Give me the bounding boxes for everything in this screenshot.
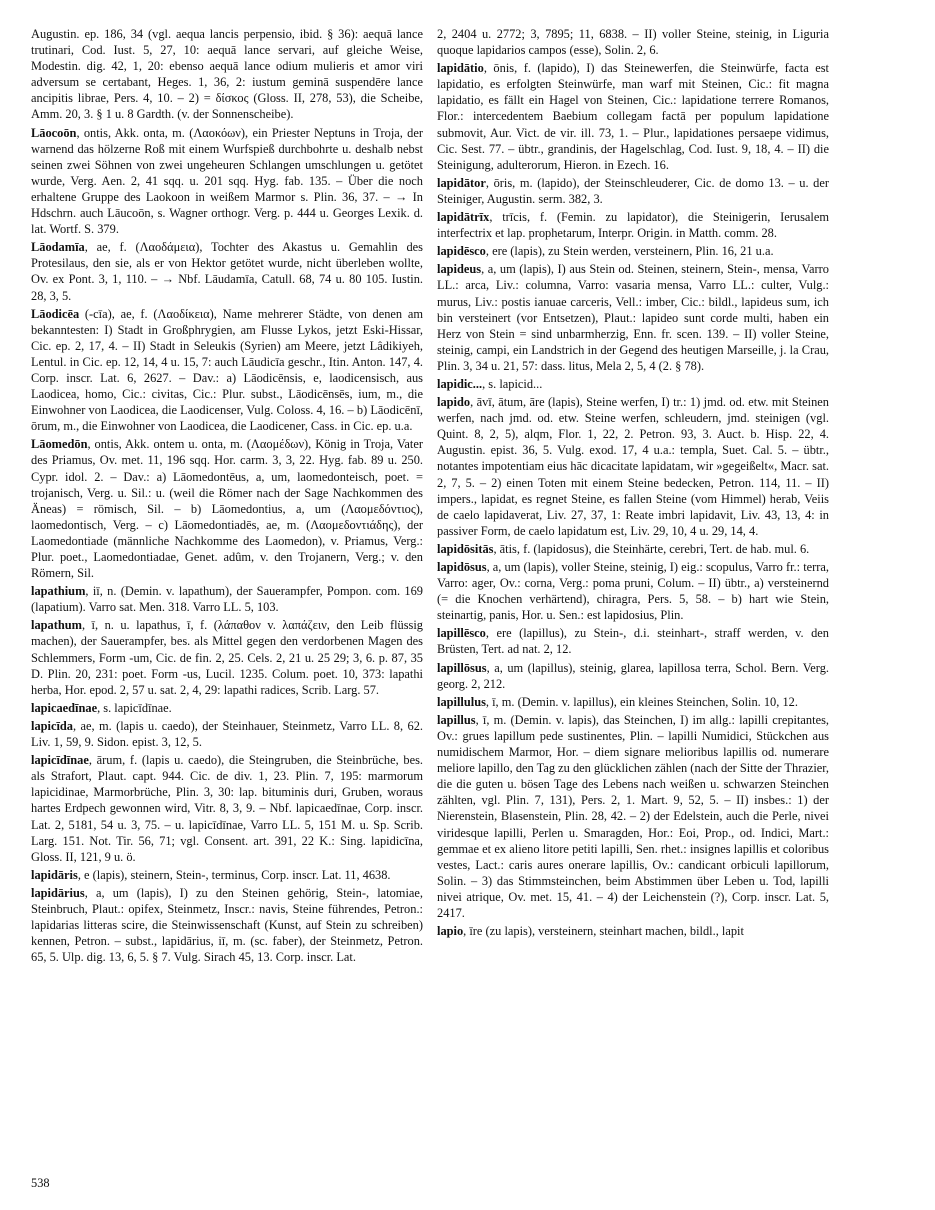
entry-text: , ere (lapis), zu Stein werden, versteinern, Plin. 16, 21 u.a. bbox=[485, 244, 774, 259]
entry-text: , ātis, f. (lapidosus), die Steinhärte, cerebri, Tert. de hab. mul. 6. bbox=[493, 541, 810, 556]
entry-text: Augustin. ep. 186, 34 (vgl. aequa lancis perpensio, ibid. § 36): aequā lance trutinari, Cod. Iust. 5, 27, 10: aequā lance servari, auf gleiche Weise, Modestin. dig. 42, 1, 20: ebenso aequā lance odium mulieris et amor viri adversum se certabant, Heges. 1, 36, 2: iustum geminā suspendēre lance ancipitis librae, Pers. 4, 10. – 2) = δίσκος (Gloss. II, 278, 53), die Scheibe, Amm. 20, 3. § 1 u. 8 Gardth. (v. der Sonnenscheibe). bbox=[31, 27, 423, 122]
entry-headword: lapidātio bbox=[437, 61, 484, 76]
entry-headword: lapillus bbox=[437, 712, 476, 727]
entry-text: , ārum, f. (lapis u. caedo), die Steingruben, die Steinbrüche, bes. als Strafort, Plaut. capt. 944. Cic. de div. 1, 23. Plin. 7, 195: marmorum lapicidinae, Marmorbrüche, Plin. 3, 30: lap. bituminis duri, Gruben, woraus hartes Erdpech gewonnen wird, Vitr. 8, 3, 9. – Nbf. lapicaedīnae, Corp. inscr. Lat. 2, 5181, 54 u. 3, 75. – u. lapicīdīnae, Varro LL. 5, 151 M. u. Sp. Scrib. Larg. 151. Not. Tir. 56, 71; vgl. Consent. art. 391, 22 K.: Sing. lapidicīna, Gloss. II, 121, 9 u. ö. bbox=[31, 753, 423, 864]
dictionary-entry bbox=[437, 175, 829, 207]
dictionary-entry bbox=[437, 394, 829, 539]
dictionary-entry bbox=[31, 239, 423, 303]
entry-headword: Lāocoōn bbox=[31, 125, 77, 140]
dictionary-entry bbox=[437, 376, 829, 392]
entry-headword: Lāodamīa bbox=[31, 240, 85, 255]
right-column bbox=[437, 26, 829, 1176]
entry-headword: lapillēsco bbox=[437, 626, 486, 641]
entry-headword: lapicīdīnae bbox=[31, 753, 89, 768]
entry-headword: lapidēsco bbox=[437, 244, 486, 259]
entry-headword: lapidōsitās bbox=[437, 541, 494, 556]
entry-text: , ae, m. (lapis u. caedo), der Steinhauer, Steinmetz, Varro LL. 8, 62. Liv. 1, 59, 9. Sidon. epist. 3, 12, 5. bbox=[31, 718, 423, 750]
entry-headword: lapidāris bbox=[31, 867, 78, 882]
entry-text: , ōnis, f. (lapido), I) das Steinewerfen, die Steinwürfe, facta est lapidatio, es erfolgten Steinwürfe, man warf mit Steinen, Cic.: fit magna lapidatio, es fällt ein Hagel von Steinen, Cic.: lapidatione terrere Romanos, Flor.: intercedentem Baebium collegam factā per populum lapidatione submovit, Aur. Vict. de vir. ill. 73, 1. – Plur., lapidationes persaepe vidimus, Cic. Sest. 77. – übtr., grandinis, der Hagelschlag, Cod. Iust. 9, 18, 4. – II) die Steinigung, adulterorum, Hieron. in Ezech. 16. bbox=[437, 61, 829, 172]
dictionary-entry bbox=[437, 26, 829, 58]
entry-text: (-cīa), ae, f. (Λαοδίκεια), Name mehrerer Städte, von denen am bekanntesten: I) Stadt in Großphrygien, am Flusse Lykos, jetzt Eski-Hissar, Cic. ep. 2, 17, 4. – II) Stadt in Seleukis (Syrien) am Meere, jetzt Lâdikiyeh, Lentul. in Cic. ep. 12, 14, 4 u. 15, 7: auch Lāudicīa geschr., Itin. Anton. 147, 4. Corp. inscr. Lat. 6, 2627. – Dav.: a) Lāodicēnsis, e, laodicensisch, aus Laodicea, homo, Cic.: civitas, Cic.: Plur. subst., Lāodicēnsēs, ium, m., die Einwohner von Laodicea, die Laodicenser, Vulg. Coloss. 4, 16. – b) Lāodicēnī, ōrum, m., die Einwohner von Laodicea, die Laodicener, Cass. in Cic. ep. u.a. bbox=[31, 306, 423, 434]
dictionary-entry bbox=[31, 436, 423, 581]
dictionary-entry bbox=[31, 26, 423, 123]
dictionary-entry bbox=[437, 243, 829, 259]
entry-headword: lapillulus bbox=[437, 694, 486, 709]
dictionary-entry bbox=[437, 660, 829, 692]
dictionary-entry bbox=[31, 700, 423, 716]
dictionary-entry bbox=[31, 125, 423, 238]
entry-headword: lapidārius bbox=[31, 885, 85, 900]
dictionary-entry bbox=[437, 923, 829, 939]
dictionary-entry bbox=[437, 559, 829, 623]
entry-text: , a, um (lapis), I) zu den Steinen gehörig, Stein-, latomiae, Steinbruch, Plaut.: opifex, Steinmetz, Inscr.: navis, Steine führendes, Petron.: lapidarias litteras scire, die Steinwissenschaft (Kunst, auf Stein zu schreiben) kennen, Petron. – subst., lapidārius, iī, m. (sc. faber), der Steinmetz, Petron. 65, 5. Ulp. dig. 13, 6, 5. § 7. Vulg. Sirach 45, 13. Corp. inscr. Lat. bbox=[31, 885, 423, 965]
dictionary-entry bbox=[31, 617, 423, 697]
entry-headword: lapillōsus bbox=[437, 660, 487, 675]
dictionary-entry bbox=[437, 261, 829, 374]
entry-headword: Lāodicēa bbox=[31, 306, 80, 321]
entry-text: , ī, n. u. lapathus, ī, f. (λάπαθον v. λαπάζειν, den Leib flüssig machen), der Sauerampfer, bes. als Mittel gegen den verdorbenen Magen des Schlemmers, Form -um, Cic. de fin. 2, 25. Cels. 2, 21 u. 25 29; 3, 6. p. 87, 35 D. Plin. 20, 231: poet. Form -us, Lucil. 1235. Colum. poet. 10, 373: lapathi herba, Hor. epod. 2, 57 u. sat. 2, 4, 29: lapathi radices, Scrib. Larg. 57. bbox=[31, 618, 423, 697]
entry-headword: lapidic... bbox=[437, 376, 483, 391]
entry-text: , ī, m. (Demin. v. lapillus), ein kleines Steinchen, Solin. 10, 12. bbox=[485, 694, 798, 709]
dictionary-entry bbox=[437, 712, 829, 921]
entry-text: 2, 2404 u. 2772; 3, 7895; 11, 6838. – II) voller Steine, steinig, in Liguria quoque lapidarios campos (esse), Solin. 2, 6. bbox=[437, 27, 829, 58]
entry-headword: lapidātor bbox=[437, 175, 486, 190]
entry-headword: lapicīda bbox=[31, 718, 73, 733]
entry-headword: Lāomedōn bbox=[31, 437, 88, 452]
dictionary-entry bbox=[31, 752, 423, 865]
entry-text: , ontis, Akk. ontem u. onta, m. (Λαομέδων), König in Troja, Vater des Priamus, Ov. met. 11, 196 sqq. Hor. carm. 3, 3, 22. Hyg. fab. 89 u. 250. Cypr. idol. 2. – Dav.: a) Lāomedontēus, a, um, laomedonteisch, poet. = trojanisch, Verg. u. Sil.: u. (weil die Römer nach der Sage Nachkommen des Äneas) = römisch, Sil. – b) Lāomedontius, a, um (Λαομεδόντιος), laomedontisch, Verg. – c) Lāomedontiadēs, ae, m. (Λαομεδοντιάδης), der Laomedontiade (männliche Nachkomme des Laomedon), v. Priamus, Verg.: Plur. poet., Laomedontiadae, Genet. adûm, v. den Trojanern, Verg.; v. den Römern, Sil. bbox=[31, 437, 423, 581]
page-number: 538 bbox=[31, 1176, 50, 1190]
entry-text: , ere (lapillus), zu Stein-, d.i. steinhart-, straff werden, v. den Brüsten, Tert. ad nat. 2, 12. bbox=[437, 626, 829, 657]
entry-text: , trīcis, f. (Femin. zu lapidator), die Steinigerin, Ierusalem interfectrix et lap. prophetarum, Interpr. Origin. in Matth. comm. 28. bbox=[437, 210, 829, 241]
left-column bbox=[31, 26, 423, 1176]
entry-headword: lapideus bbox=[437, 262, 482, 277]
dictionary-entry bbox=[437, 625, 829, 657]
entry-text: , e (lapis), steinern, Stein-, terminus, Corp. inscr. Lat. 11, 4638. bbox=[77, 867, 391, 882]
entry-text: , ōris, m. (lapido), der Steinschleuderer, Cic. de domo 13. – u. der Steiniger, Augustin. serm. 382, 3. bbox=[437, 175, 829, 206]
entry-text: , a, um (lapillus), steinig, glarea, lapillosa terra, Schol. Bern. Verg. georg. 2, 212. bbox=[437, 660, 829, 691]
entry-text: , s. lapicīdīnae. bbox=[97, 700, 172, 715]
entry-headword: lapidōsus bbox=[437, 560, 487, 574]
entry-text: , āvī, ātum, āre (lapis), Steine werfen, I) tr.: 1) jmd. od. etw. mit Steinen werfen, nach jmd. od. etw. Steine werfen, schleudern, jmd. steinigen (vgl. Quint. 8, 2, 5), alqm, Flor. 1, 22, 2. Petron. 93, 3. Auct. b. Hisp. 22, 4. Augustin. epist. 36, 5. Vulg. exod. 17, 4 u.a.: templa, Suet. Cal. 5. – übtr., notantes impotentiam eius hāc dicacitate lapidatam, wir »gegeißelt«, Macr. sat. 2, 7, 5. – 2) einen Toten mit einem Steine bedecken, Petron. 114, 11. – II) impers., lapidat, es regnet Steine, es fallen Steine (vom Himmel) herab, Veiis de caelo lapidaverat, Liv. 27, 37, 1: Reate imbri lapidavit, Liv. 43, 13, 4: in passiver Form, de caelo lapidatum est, Liv. 29, 10, 4 u. 29, 14, 4. bbox=[437, 395, 829, 538]
dictionary-entry bbox=[437, 209, 829, 241]
dictionary-entry bbox=[31, 718, 423, 750]
dictionary-entry bbox=[31, 306, 423, 435]
entry-text: , īre (zu lapis), versteinern, steinhart machen, bildl., lapit bbox=[463, 924, 744, 939]
dictionary-entry bbox=[31, 583, 423, 615]
dictionary-entry bbox=[437, 60, 829, 173]
dictionary-entry bbox=[437, 541, 829, 557]
entry-headword: lapathum bbox=[31, 618, 82, 633]
dictionary-entry bbox=[31, 867, 423, 883]
entry-headword: lapio bbox=[437, 924, 464, 939]
entry-headword: lapathium bbox=[31, 584, 86, 599]
dictionary-entry bbox=[437, 694, 829, 710]
entry-text: , iī, n. (Demin. v. lapathum), der Sauerampfer, Pompon. com. 169 (lapatium). Varro sat. Men. 318. Varro LL. 5, 103. bbox=[31, 584, 423, 615]
entry-text: , ī, m. (Demin. v. lapis), das Steinchen, I) im allg.: lapilli crepitantes, Ov.: grues lapillum pede sustinentes, Plin. – lapilli Numidici, Stückchen aus numidischem Marmor, Hor. – diem signare melioribus lapillis od. numerare meliore lapillo, den Tag zu den glücklichen zählen (nach der Sitte der Thrazier, die die guten u. bösen Tage des Lebens nach weißen u. schwarzen Steinchen zählten, vgl. Plin. 7, 131), Pers. 2, 1. Mart. 9, 52, 5. – II) insbes.: 1) der Nierenstein, Blasenstein, Plin. 28, 42. – 2) der Edelstein, auch die Perle, nivei viridesque lapilli, Perlen u. Smaragden, Hor.: Eoi, Prop., od. Indici, Mart.: gemmae et ex alieno litore petiti lapilli, Sen. rhet.: insignes lapillis et coloribus vestes, Lact.: caris aures onerare lapillis, Ov.: candicant orbiculi lapillorum, Solin. – 3) das Stimmsteinchen, beim Abstimmen über Leben u. Tod, lapilli nivei atrique, Ov. met. 15, 41. – 4) der Leichenstein (?), Corp. inscr. Lat. 5, 2417. bbox=[437, 712, 829, 920]
entry-text: , ae, f. (Λαοδάμεια), Tochter des Akastus u. Gemahlin des Protesilaus, den sie, als er von Hektor getötet wurde, nicht überleben wollte, Ov. ex Pont. 3, 1, 110. – → Nbf. Lāudamīa, Catull. 68, 74 u. 80 105. Iustin. 28, 3, 5. bbox=[31, 240, 423, 303]
entry-headword: lapicaedīnae bbox=[31, 700, 98, 715]
entry-headword: lapidātrīx bbox=[437, 210, 490, 225]
entry-text: , s. lapicid... bbox=[482, 376, 543, 391]
entry-text: , ontis, Akk. onta, m. (Λαοκόων), ein Priester Neptuns in Troja, der warnend das hölzerne Roß mit einem Wurfspieß durchbohrte u. deshalb nebst seinen zwei Söhnen von zwei ungeheuren Schlangen umschlungen u. getötet wurde, Verg. Aen. 2, 41 sqq. u. 201 sqq. Hyg. fab. 135. – Über die noch erhaltene Gruppe des Laokoon in weißem Marmor s. Plin. 36, 37. – → In Hdschrn. auch Lāucoōn, s. Wagner orthogr. Verg. p. 444 u. Georges Lexik. d. lat. Wortf. S. 379. bbox=[31, 125, 423, 237]
entry-text: , a, um (lapis), voller Steine, steinig, I) eig.: scopulus, Varro fr.: terra, Varro: ager, Ov.: corna, Verg.: poma pruni, Colum. – II) übtr., a) versteinernd (= die Knochen verhärtend), chiragra, Pers. 5, 58. – b) hart wie Stein, steinartig, panis, Hor. u. Sen.: est lapidosius, Plin. bbox=[437, 560, 829, 623]
dictionary-entry bbox=[31, 885, 423, 965]
entry-text: , a, um (lapis), I) aus Stein od. Steinen, steinern, Stein-, mensa, Varro LL.: arca, Liv.: columna, Varro: vasaria mensa, Varro LL.: culter, Vulg.: murus, Liv.: postis ianuae carceris, Vell.: imber, Cic.: bildl., lapideus sum, ich bin versteinert (vor Entsetzen), Plaut.: lapideo sunt corde multi, haben ein Herz von Stein = sind unbarmherzig, Enn. fr. scen. 139. – II) voller Steine, steinig, campi, ein Landstrich in der Gegend des heutigen Marseille, j. la Crau, Plin. 3, 34 u. 21, 57: dass. litus, Mela 2, 5, 4 (2. § 78). bbox=[437, 262, 829, 373]
entry-headword: lapido bbox=[437, 395, 471, 410]
